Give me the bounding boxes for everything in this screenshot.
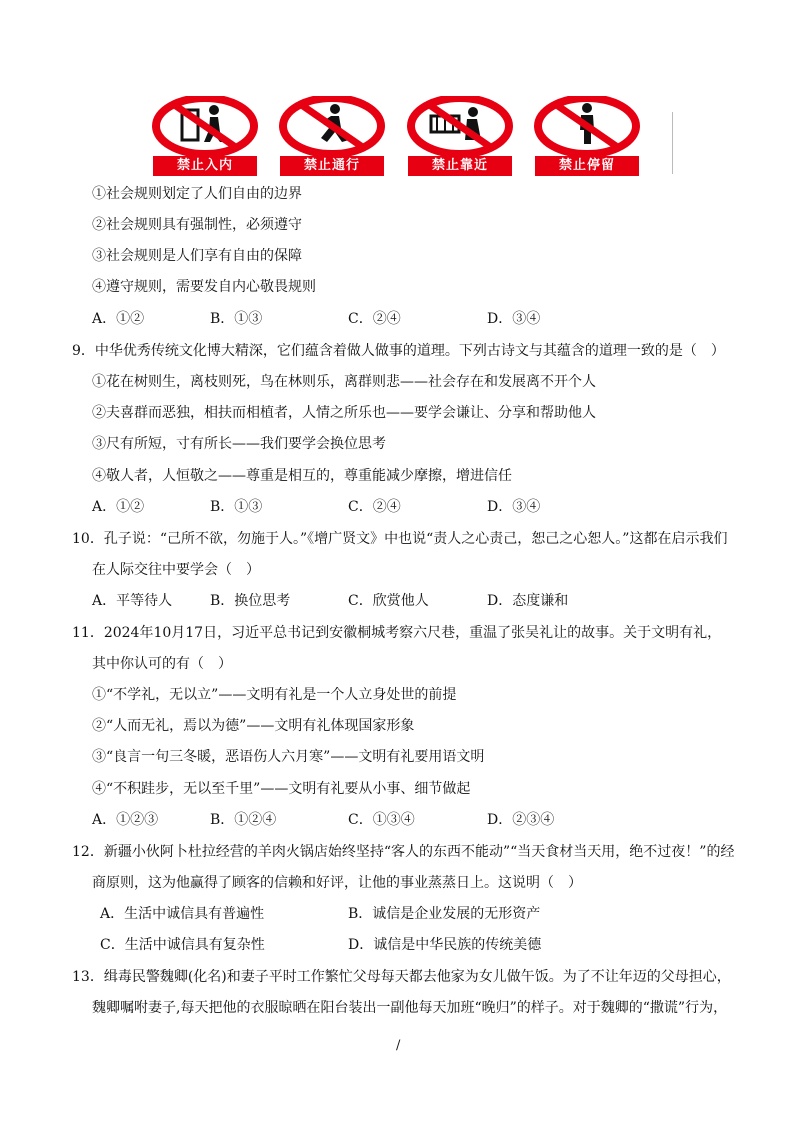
q11-statement-4: ④“不积跬步，无以至千里”——文明有礼要从小事、细节做起 bbox=[92, 781, 471, 797]
q10-option-a[interactable]: A．平等待人 bbox=[92, 593, 173, 609]
q8-statement-4: ④遵守规则，需要发自内心敬畏规则 bbox=[92, 279, 316, 295]
image-edge-mark bbox=[672, 112, 673, 174]
q10-stem-line-2: 在人际交往中要学会（ ） bbox=[92, 562, 260, 578]
q9-statement-1: ①花在树则生，离枝则死，鸟在林则乐，离群则悲——社会存在和发展离不开个人 bbox=[92, 374, 596, 390]
q12-option-c[interactable]: C．生活中诚信具有复杂性 bbox=[100, 937, 265, 953]
q11-option-a[interactable]: A．①②③ bbox=[92, 812, 159, 828]
q13-stem-line-2: 魏卿嘱咐妻子,每天把他的衣服晾晒在阳台装出一副他每天加班“晚归”的样子。对于魏卿的“撒谎”行为， bbox=[92, 1000, 728, 1016]
sign-no-entry bbox=[152, 96, 258, 178]
sign-no-passing bbox=[279, 96, 385, 178]
sign-label: 禁止通行 bbox=[280, 156, 384, 176]
q12-stem-line-2: 商原则，这为他赢得了顾客的信赖和好评，让他的事业蒸蒸日上。这说明（ ） bbox=[92, 875, 582, 891]
q10-option-d[interactable]: D．态度谦和 bbox=[487, 593, 569, 609]
q11-stem-line-1: 11．2024年10月17日，习近平总书记到安徽桐城考察六尺巷，重温了张吴礼让的故事。关于文明有礼， bbox=[72, 625, 722, 641]
q13-stem-line-1: 13．缉毒民警魏卿(化名)和妻子平时工作繁忙父母每天都去他家为女儿做午饭。为了不让年迈的父母担心， bbox=[72, 969, 731, 985]
q12-stem-line-1: 12．新疆小伙阿卜杜拉经营的羊肉火锅店始终坚持“客人的东西不能动”“当天食材当天用，绝不过夜！”的经 bbox=[72, 844, 735, 860]
sign-no-stopping bbox=[534, 96, 640, 178]
q11-statement-2: ②“人而无礼，焉以为德”——文明有礼体现国家形象 bbox=[92, 718, 415, 734]
q8-statement-1: ①社会规则划定了人们自由的边界 bbox=[92, 186, 302, 202]
no-passing-icon bbox=[279, 96, 385, 158]
q8-option-a[interactable]: A．①② bbox=[92, 311, 145, 327]
q8-option-d[interactable]: D．③④ bbox=[487, 311, 541, 327]
no-entry-icon bbox=[152, 96, 258, 158]
sign-no-approach bbox=[407, 96, 513, 178]
q8-option-c[interactable]: C．②④ bbox=[348, 311, 401, 327]
sign-label: 禁止靠近 bbox=[408, 156, 512, 176]
q11-option-d[interactable]: D．②③④ bbox=[487, 812, 555, 828]
q10-option-c[interactable]: C．欣赏他人 bbox=[348, 593, 429, 609]
q11-option-b[interactable]: B．①②④ bbox=[210, 812, 277, 828]
q8-statement-3: ③社会规则是人们享有自由的保障 bbox=[92, 248, 302, 264]
q11-option-c[interactable]: C．①③④ bbox=[348, 812, 415, 828]
q8-statement-2: ②社会规则具有强制性，必须遵守 bbox=[92, 217, 302, 233]
q9-statement-2: ②夫喜群而恶独，相扶而相植者，人情之所乐也——要学会谦让、分享和帮助他人 bbox=[92, 405, 596, 421]
q12-option-a[interactable]: A．生活中诚信具有普遍性 bbox=[100, 906, 265, 922]
q9-stem: 9．中华优秀传统文化博大精深，它们蕴含着做人做事的道理。下列古诗文与其蕴含的道理一致的是（ ） bbox=[72, 343, 725, 359]
no-stopping-icon bbox=[534, 96, 640, 158]
q12-option-d[interactable]: D．诚信是中华民族的传统美德 bbox=[348, 937, 542, 953]
prohibition-signs-image bbox=[152, 96, 640, 178]
q9-option-b[interactable]: B．①③ bbox=[210, 499, 263, 515]
q10-stem-line-1: 10．孔子说：“己所不欲，勿施于人。”《增广贤文》中也说“责人之心责己，恕己之心恕人。”这都在启示我们 bbox=[72, 531, 728, 547]
q10-option-b[interactable]: B．换位思考 bbox=[210, 593, 291, 609]
page-number: / bbox=[396, 1038, 401, 1053]
q8-option-b[interactable]: B．①③ bbox=[210, 311, 263, 327]
sign-label: 禁止入内 bbox=[153, 156, 257, 176]
sign-label: 禁止停留 bbox=[535, 156, 639, 176]
q9-statement-4: ④敬人者，人恒敬之——尊重是相互的，尊重能减少摩擦，增进信任 bbox=[92, 468, 512, 484]
q9-statement-3: ③尺有所短，寸有所长——我们要学会换位思考 bbox=[92, 436, 386, 452]
q11-stem-line-2: 其中你认可的有（ ） bbox=[92, 656, 232, 672]
q9-option-c[interactable]: C．②④ bbox=[348, 499, 401, 515]
q11-statement-3: ③“良言一句三冬暖，恶语伤人六月寒”——文明有礼要用语文明 bbox=[92, 749, 485, 765]
q9-option-d[interactable]: D．③④ bbox=[487, 499, 541, 515]
no-approach-icon bbox=[407, 96, 513, 158]
q11-statement-1: ①“不学礼，无以立”——文明有礼是一个人立身处世的前提 bbox=[92, 687, 457, 703]
q9-option-a[interactable]: A．①② bbox=[92, 499, 145, 515]
q12-option-b[interactable]: B．诚信是企业发展的无形资产 bbox=[348, 906, 541, 922]
